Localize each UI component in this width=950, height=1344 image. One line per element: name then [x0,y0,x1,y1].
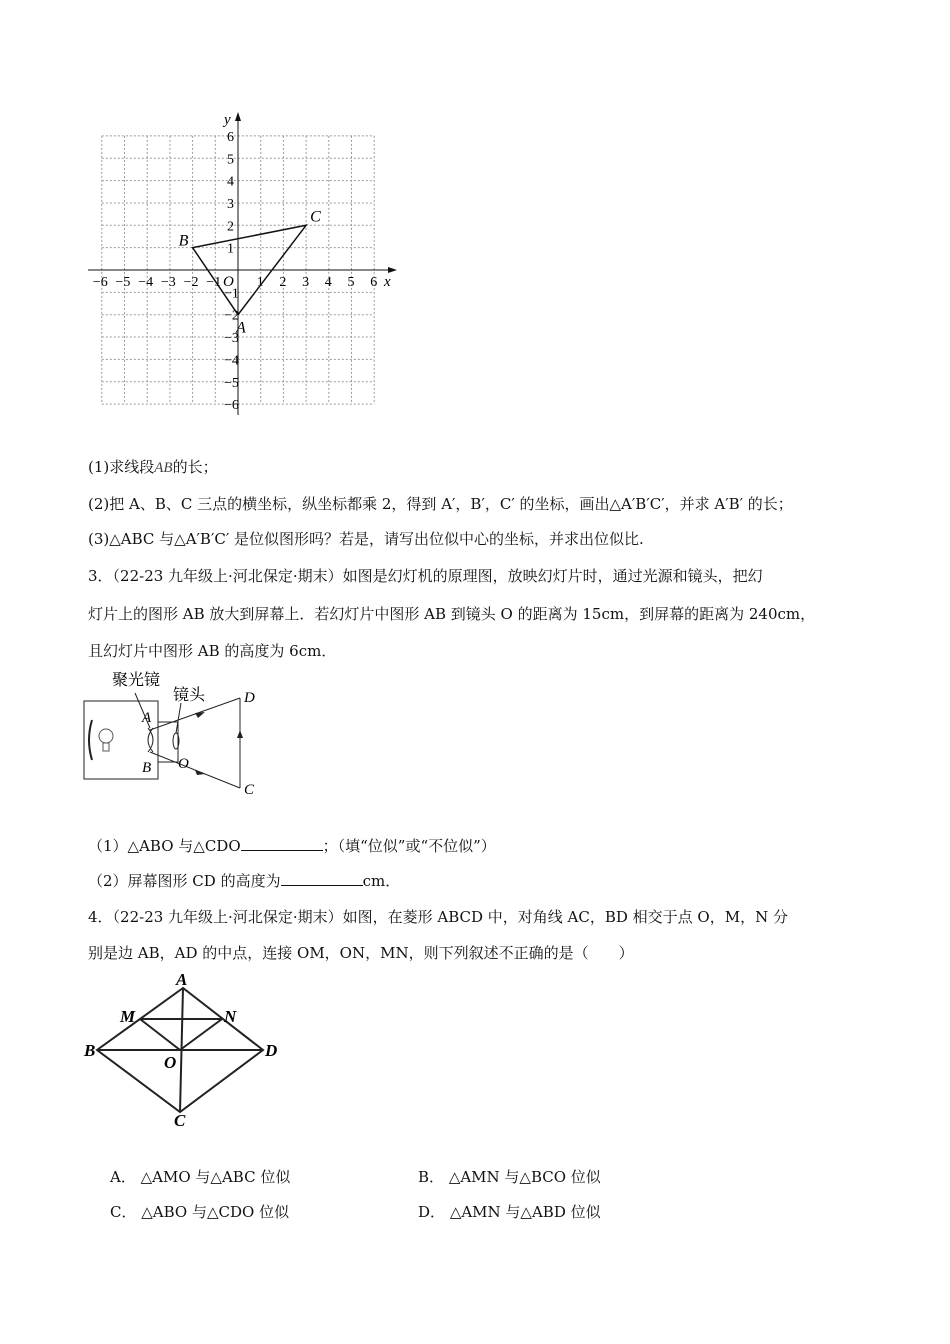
point-A: A [176,970,188,989]
point-A-label: A [236,319,246,337]
rhombus-diagram [80,970,290,1130]
x-tick-label: −3 [160,275,176,290]
x-tick-label: 5 [347,275,355,290]
q3-line1: 3．（22-23 九年级上·河北保定·期末）如图是幻灯机的原理图，放映幻灯片时，通过光源和镜头，把幻 [88,567,763,585]
point-B: B [142,760,152,776]
y-tick-label: 1 [227,241,234,257]
y-axis-label: y [224,112,231,128]
q3-sub2: （2）屏幕图形 CD 的高度为 cm． [88,872,401,890]
y-tick-label: −3 [224,331,239,347]
point-O: O [178,756,189,772]
projector-diagram [80,660,360,800]
x-tick-label: −5 [115,275,131,290]
answer-blank-1[interactable] [241,836,323,851]
x-tick-label: −1 [206,275,222,290]
point-C: C [174,1111,186,1130]
x-axis-arrow [388,267,397,273]
point-B-label: B [178,232,189,250]
point-A: A [142,710,152,726]
point-N: N [224,1007,237,1026]
label-condenser: 聚光镜 [112,672,161,689]
q2-part1: (1)求线段AB的长； [88,458,218,476]
point-D: D [265,1041,278,1060]
coordinate-grid-figure [80,105,410,425]
point-C: C [244,782,255,798]
y-tick-label: −6 [224,398,239,414]
point-C-label: C [310,208,321,226]
q3-line3: 且幻灯片中图形 AB 的高度为 6cm． [88,642,337,660]
y-tick-label: 5 [227,152,234,168]
y-tick-label: 3 [227,196,234,212]
x-tick-label: 2 [279,275,287,290]
q3-sub1: （1）△ABO 与△CDO ；（填“位似”或“不位似”） [88,837,496,855]
y-tick-label: 6 [227,129,234,145]
label-lens: 镜头 [173,687,206,704]
option-c[interactable]: C． △ABO 与△CDO 位似 [110,1203,290,1221]
q4-line2: 别是边 AB，AD 的中点，连接 OM，ON，MN，则下列叙述不正确的是（ ） [88,944,634,962]
option-d[interactable]: D． △AMN 与△ABD 位似 [418,1203,601,1221]
x-tick-label: −2 [183,275,199,290]
x-tick-label: 6 [370,275,378,290]
q3-line2: 灯片上的图形 AB 放大到屏幕上．若幻灯片中图形 AB 到镜头 O 的距离为 15cm，到屏幕的距离为 240cm， [88,605,816,623]
x-tick-label: −6 [92,275,108,290]
y-tick-label: 2 [227,219,234,235]
x-tick-label: −4 [138,275,154,290]
x-axis-label: x [384,274,391,290]
y-tick-label: −1 [224,286,239,302]
y-tick-label: −5 [224,375,239,391]
q2-part2: (2)把 A、B、C 三点的横坐标，纵坐标都乘 2，得到 A′，B′，C′ 的坐标，画出△A′B′C′，并求 A′B′ 的长； [88,495,793,513]
x-tick-label: 4 [324,275,332,290]
option-b[interactable]: B． △AMN 与△BCO 位似 [418,1168,601,1186]
q2-part3: (3)△ABC 与△A′B′C′ 是位似图形吗？若是，请写出位似中心的坐标，并求出位似比. [88,530,644,548]
point-D: D [244,690,255,706]
y-tick-label: 4 [227,174,234,190]
point-O: O [164,1053,177,1072]
y-tick-label: −2 [224,308,239,324]
origin-label: O [223,274,234,290]
y-tick-label: −4 [224,353,239,369]
point-M: M [120,1007,136,1026]
answer-blank-2[interactable] [281,871,363,886]
point-B: B [84,1041,96,1060]
x-tick-label: 1 [256,275,264,290]
x-tick-label: 3 [302,275,310,290]
y-axis-arrow [235,112,241,121]
option-a[interactable]: A． △AMO 与△ABC 位似 [110,1168,291,1186]
q4-line1: 4．（22-23 九年级上·河北保定·期末）如图，在菱形 ABCD 中，对角线 AC，BD 相交于点 O，M，N 分 [88,908,788,926]
